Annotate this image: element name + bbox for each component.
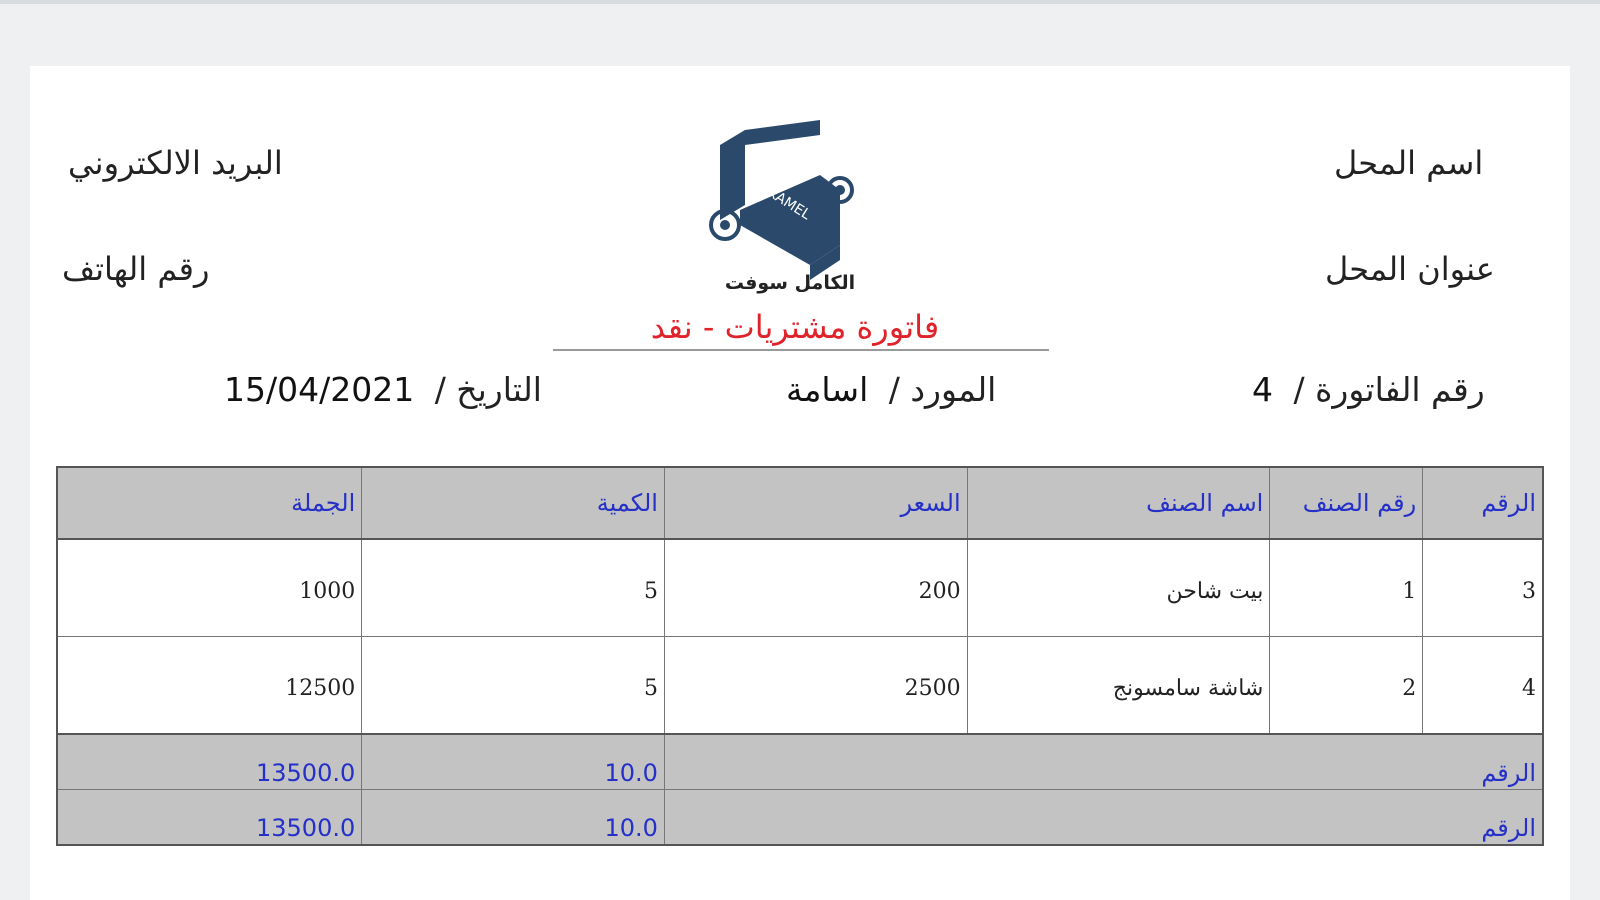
supplier: [786, 370, 996, 409]
items-table: [56, 466, 1544, 846]
cell-price: 2500: [664, 637, 967, 735]
email-label: البريد الالكتروني: [68, 144, 283, 182]
totals-amount: 13500.0: [57, 734, 362, 790]
totals-label: الرقم: [664, 734, 1543, 790]
logo-text-alkamel: AL-KAMEL: [745, 172, 814, 224]
table-row: [57, 637, 1543, 735]
totals-row: [57, 790, 1543, 846]
logo-caption: الكامل سوفت: [724, 272, 856, 294]
table-header-row: [57, 467, 1543, 539]
invoice-number: [1252, 370, 1485, 409]
cell-item-name: بيت شاحن: [967, 539, 1270, 637]
column-header-total: الجملة: [57, 467, 362, 539]
invoice-title: فاتورة مشتريات - نقد: [650, 308, 940, 346]
cell-row-number: 4: [1423, 637, 1543, 735]
column-header-quantity: الكمية: [362, 467, 665, 539]
invoice-number-label: رقم الفاتورة /: [1293, 370, 1485, 409]
window-top-border: [0, 0, 1600, 4]
totals-label: الرقم: [664, 790, 1543, 846]
column-header-item-number: رقم الصنف: [1270, 467, 1423, 539]
cell-quantity: 5: [362, 539, 665, 637]
column-header-price: السعر: [664, 467, 967, 539]
totals-quantity: 10.0: [362, 790, 665, 846]
shop-address-label: عنوان المحل: [1325, 250, 1495, 288]
cell-item-number: 1: [1270, 539, 1423, 637]
table-row: [57, 539, 1543, 637]
phone-label: رقم الهاتف: [62, 250, 210, 288]
cell-total: 12500: [57, 637, 362, 735]
cell-total: 1000: [57, 539, 362, 637]
cell-quantity: 5: [362, 637, 665, 735]
cell-item-number: 2: [1270, 637, 1423, 735]
date-label: التاريخ /: [434, 370, 542, 409]
invoice-number-value: 4: [1252, 370, 1273, 409]
totals-row: [57, 734, 1543, 790]
cell-price: 200: [664, 539, 967, 637]
supplier-label: المورد /: [888, 370, 997, 409]
logo-text-soft: SOFT: [768, 146, 814, 183]
shop-name-label: اسم المحل: [1334, 144, 1484, 182]
supplier-value: اسامة: [786, 370, 869, 409]
totals-amount: 13500.0: [57, 790, 362, 846]
column-header-row-number: الرقم: [1423, 467, 1543, 539]
invoice-date: [224, 370, 542, 409]
date-value: 15/04/2021: [224, 370, 415, 409]
cell-item-name: شاشة سامسونج: [967, 637, 1270, 735]
column-header-item-name: اسم الصنف: [967, 467, 1270, 539]
cell-row-number: 3: [1423, 539, 1543, 637]
totals-quantity: 10.0: [362, 734, 665, 790]
title-underline: [553, 349, 1049, 351]
